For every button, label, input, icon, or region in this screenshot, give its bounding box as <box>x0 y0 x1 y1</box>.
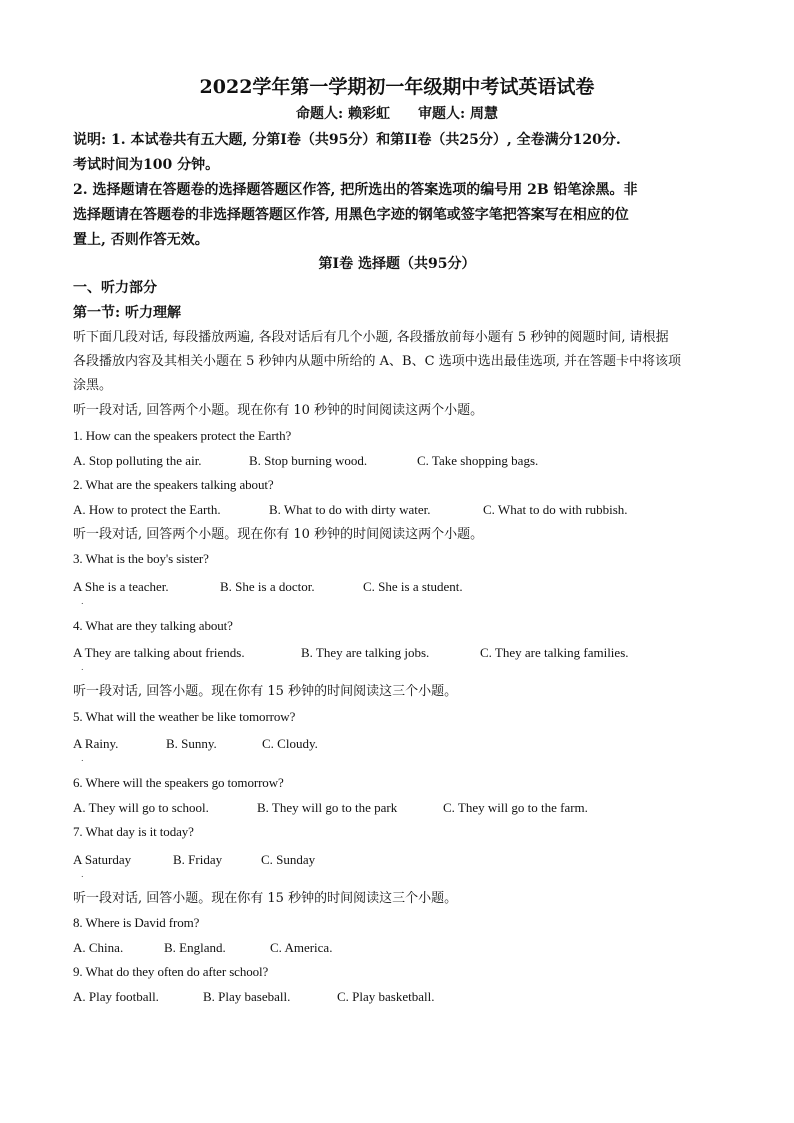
option-c: C. She is a student. <box>363 579 463 594</box>
question-3: 3. What is the boy's sister? <box>73 551 209 566</box>
directions-line-3: 涂黑。 <box>73 378 113 393</box>
listening-directions <box>73 326 725 398</box>
option-a: A They are talking about friends. <box>73 645 245 660</box>
part-heading: 一、听力部分 <box>73 280 157 296</box>
decorative-dot: . <box>81 663 84 672</box>
option-a: A. Play football. <box>73 989 159 1004</box>
question-4: 4. What are they talking about? <box>73 618 233 633</box>
instructions-line-5: 置上, 否则作答无效。 <box>73 232 209 248</box>
setter-name: 命题人: 赖彩虹 <box>295 106 390 122</box>
option-c: C. Take shopping bags. <box>417 453 539 468</box>
option-b: B. Sunny. <box>166 736 217 751</box>
option-c: C. They will go to the farm. <box>443 800 588 815</box>
exam-title: 2022学年第一学期初一年级期中考试英语试卷 <box>199 76 595 98</box>
instructions-line-3: 2. 选择题请在答题卷的选择题答题区作答, 把所选出的答案选项的编号用 2B 铅笔涂黑。非 <box>73 182 638 198</box>
option-b: B. England. <box>164 940 226 955</box>
section-title: 第Ⅰ卷 选择题（共95分） <box>318 256 476 272</box>
instructions-line-2: 考试时间为100 分钟。 <box>73 157 220 173</box>
part-subheading: 第一节: 听力理解 <box>73 305 182 321</box>
instructions-line-1: 说明: 1. 本试卷共有五大题, 分第Ⅰ卷（共95分）和第II卷（共25分）, 全卷满分120分. <box>73 132 621 148</box>
option-b: B. Stop burning wood. <box>249 453 368 468</box>
option-a: A She is a teacher. <box>73 579 169 594</box>
option-b: B. They are talking jobs. <box>301 645 430 660</box>
decorative-dot: . <box>81 870 84 879</box>
directions-line-1: 听下面几段对话, 每段播放两遍, 各段对话后有几个小题, 各段播放前每小题有 5 秒钟的阅题时间, 请根据 <box>73 330 669 345</box>
option-a: A. How to protect the Earth. <box>73 502 221 517</box>
question-1: 1. How can the speakers protect the Earth? <box>73 428 292 443</box>
option-c: C. Cloudy. <box>262 736 318 751</box>
question-5: 5. What will the weather be like tomorrow? <box>73 709 296 724</box>
authors-line <box>0 104 794 124</box>
option-c: C. Play basketball. <box>337 989 435 1004</box>
option-a: A. China. <box>73 940 124 955</box>
option-b: B. Friday <box>173 852 223 867</box>
option-b: B. Play baseball. <box>203 989 291 1004</box>
reviewer-name: 审题人: 周慧 <box>418 106 499 122</box>
question-8: 8. Where is David from? <box>73 915 200 930</box>
decorative-dot: . <box>81 597 84 606</box>
option-a: A Rainy. <box>73 736 119 751</box>
question-6: 6. Where will the speakers go tomorrow? <box>73 775 284 790</box>
decorative-dot: . <box>81 754 84 763</box>
dialogue-prompt: 听一段对话, 回答两个小题。现在你有 10 秒钟的时间阅读这两个小题。 <box>73 403 484 418</box>
instructions-line-4: 选择题请在答题卷的非选择题答题区作答, 用黑色字迹的钢笔或签字笔把答案写在相应的位 <box>73 207 629 223</box>
question-2: 2. What are the speakers talking about? <box>73 477 274 492</box>
option-b: B. They will go to the park <box>257 800 398 815</box>
dialogue-prompt: 听一段对话, 回答小题。现在你有 15 秒钟的时间阅读这三个小题。 <box>73 891 458 906</box>
question-7: 7. What day is it today? <box>73 824 194 839</box>
question-9: 9. What do they often do after school? <box>73 964 269 979</box>
directions-line-2: 各段播放内容及其相关小题在 5 秒钟内从题中所给的 A、B、C 选项中选出最佳选项, 并在答题卡中将该项 <box>73 354 681 369</box>
option-b: B. What to do with dirty water. <box>269 502 431 517</box>
option-c: C. Sunday <box>261 852 316 867</box>
option-a: A. They will go to school. <box>73 800 209 815</box>
option-c: C. What to do with rubbish. <box>483 502 628 517</box>
option-a: A. Stop polluting the air. <box>73 453 202 468</box>
option-b: B. She is a doctor. <box>220 579 315 594</box>
instructions <box>73 128 723 253</box>
option-c: C. They are talking families. <box>480 645 629 660</box>
option-c: C. America. <box>270 940 333 955</box>
option-a: A Saturday <box>73 852 132 867</box>
dialogue-prompt: 听一段对话, 回答两个小题。现在你有 10 秒钟的时间阅读这两个小题。 <box>73 527 484 542</box>
dialogue-prompt: 听一段对话, 回答小题。现在你有 15 秒钟的时间阅读这三个小题。 <box>73 684 458 699</box>
